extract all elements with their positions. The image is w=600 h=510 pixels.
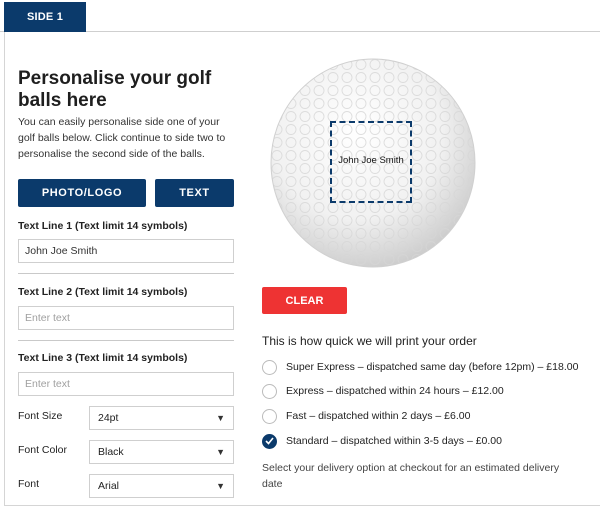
text-line-2-label: Text Line 2 (Text limit 14 symbols) (18, 286, 188, 298)
font-size-value: 24pt (98, 412, 119, 424)
preview-text: John Joe Smith (338, 155, 404, 166)
shipping-option-super-express[interactable] (262, 359, 578, 375)
font-color-label: Font Color (18, 444, 68, 456)
font-color-value: Black (98, 446, 124, 458)
shipping-option-label: Super Express – dispatched same day (before 12pm) – £18.00 (286, 361, 579, 373)
divider (18, 340, 234, 341)
shipping-option-standard[interactable] (262, 433, 502, 449)
page-title: Personalise your golf balls here (18, 68, 212, 111)
font-color-select[interactable] (89, 440, 234, 464)
intro-text: You can easily personalise side one of your golf balls below. Click continue to side two to personalise the second side of the balls. (18, 116, 226, 160)
radio-unchecked-icon[interactable] (262, 360, 277, 375)
chevron-down-icon: ▼ (216, 481, 225, 491)
chevron-down-icon: ▼ (216, 447, 225, 457)
shipping-option-label: Express – dispatched within 24 hours – £12.00 (286, 385, 504, 397)
font-label: Font (18, 478, 40, 490)
font-size-select[interactable] (89, 406, 234, 430)
font-select[interactable] (89, 474, 234, 498)
font-size-label: Font Size (18, 410, 63, 422)
shipping-option-label: Fast – dispatched within 2 days – £6.00 (286, 410, 471, 422)
chevron-down-icon: ▼ (216, 413, 225, 423)
delivery-note: Select your delivery option at checkout for an estimated delivery date (262, 462, 560, 490)
shipping-option-express[interactable] (262, 383, 504, 399)
font-value: Arial (98, 480, 120, 492)
shipping-option-fast[interactable] (262, 408, 470, 424)
radio-checked-icon[interactable] (262, 434, 277, 449)
text-line-2-input[interactable] (18, 306, 234, 330)
shipping-option-label: Standard – dispatched within 3-5 days – £0.00 (286, 435, 502, 447)
photo-logo-button[interactable]: PHOTO/LOGO (18, 179, 146, 207)
divider (18, 273, 234, 274)
tab-side-1[interactable]: SIDE 1 (4, 2, 86, 32)
radio-unchecked-icon[interactable] (262, 384, 277, 399)
text-line-1-label: Text Line 1 (Text limit 14 symbols) (18, 220, 188, 232)
tab-bar (0, 0, 600, 32)
text-line-3-label: Text Line 3 (Text limit 14 symbols) (18, 352, 188, 364)
text-button[interactable]: TEXT (155, 179, 234, 207)
radio-unchecked-icon[interactable] (262, 409, 277, 424)
text-line-3-input[interactable] (18, 372, 234, 396)
shipping-heading: This is how quick we will print your order (262, 334, 477, 348)
clear-button[interactable]: CLEAR (262, 287, 347, 314)
text-line-1-input[interactable] (18, 239, 234, 263)
